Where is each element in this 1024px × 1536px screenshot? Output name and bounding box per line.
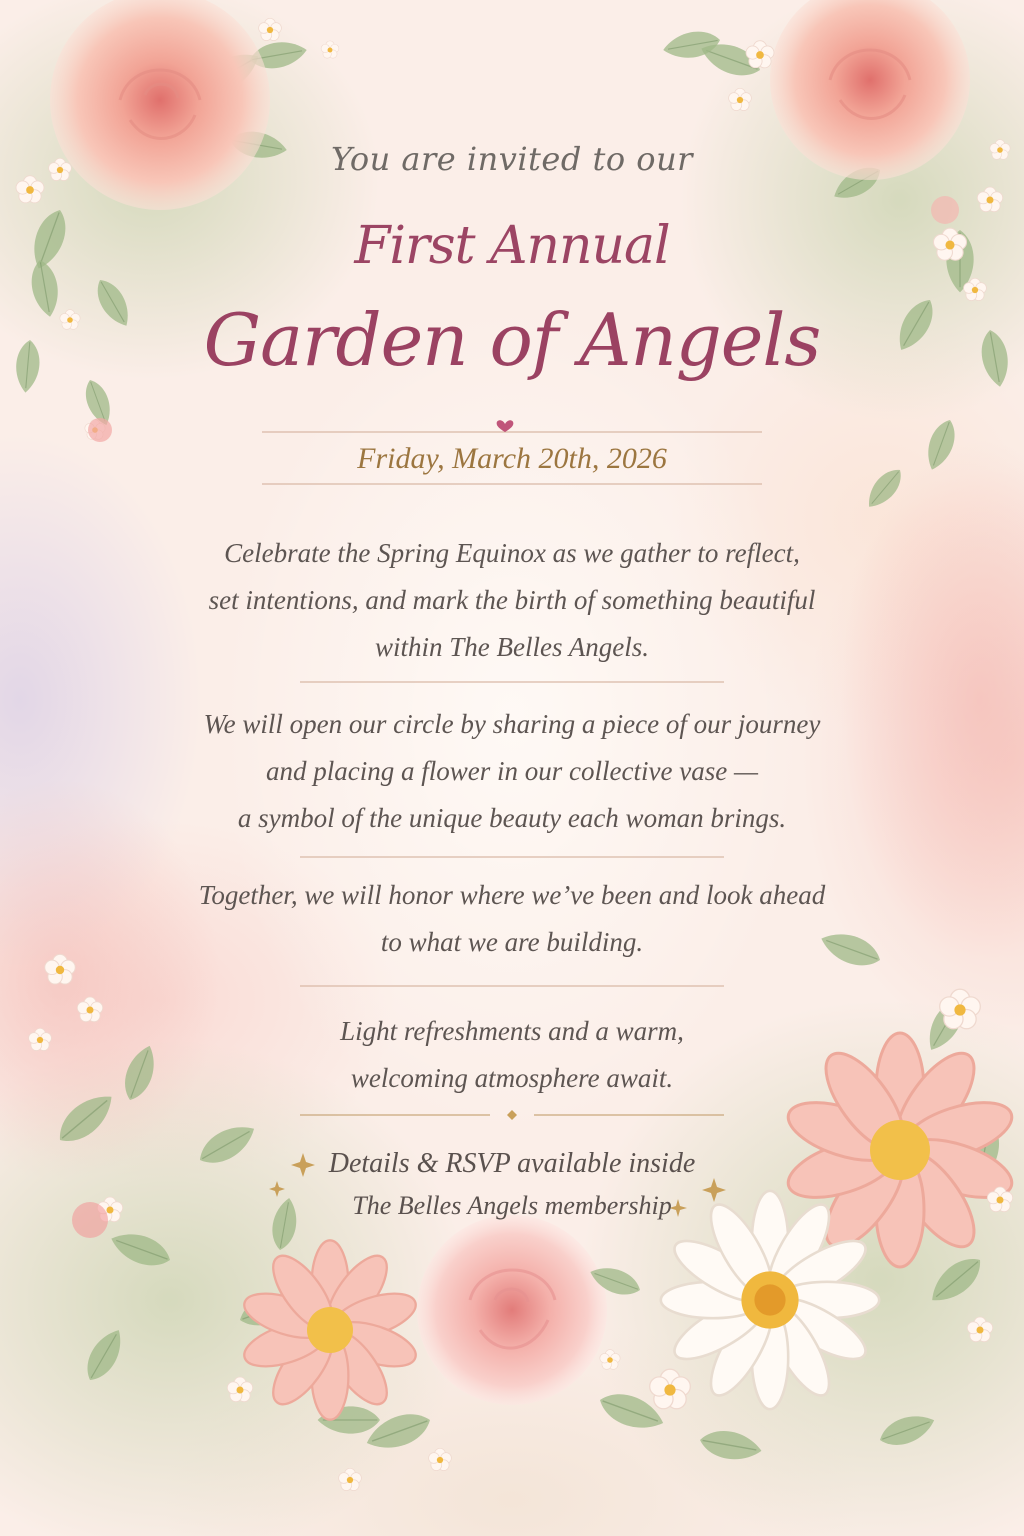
paragraph-1 [0,530,1024,671]
event-title: Garden of Angels [203,298,821,382]
paragraph-2-line: and placing a flower in our collective vase — [266,756,758,786]
title-line-1: First Annual [354,216,670,276]
paragraph-2-line: We will open our circle by sharing a piece of our journey [203,709,821,739]
paragraph-4-line: welcoming atmosphere await. [350,1063,674,1093]
intro-line: You are invited to our [331,140,693,178]
paragraph-1-line: set intentions, and mark the birth of something beautiful [208,585,816,615]
paragraph-1-line: Celebrate the Spring Equinox as we gather to reflect, [224,538,800,568]
paragraph-4 [0,1008,1024,1102]
paragraph-3 [0,872,1024,966]
paragraph-3-line: Together, we will honor where we’ve been and look ahead [198,880,826,910]
event-date: Friday, March 20th, 2026 [357,442,667,475]
paragraph-2-line: a symbol of the unique beauty each woman brings. [237,803,787,833]
rsvp-line-2: The Belles Angels membership [352,1191,672,1220]
paragraph-2 [0,701,1024,842]
rsvp-line-1: Details & RSVP available inside [328,1148,696,1179]
paragraph-1-line: within The Belles Angels. [375,632,649,662]
paragraph-4-line: Light refreshments and a warm, [340,1016,684,1046]
paragraph-3-line: to what we are building. [380,927,644,957]
